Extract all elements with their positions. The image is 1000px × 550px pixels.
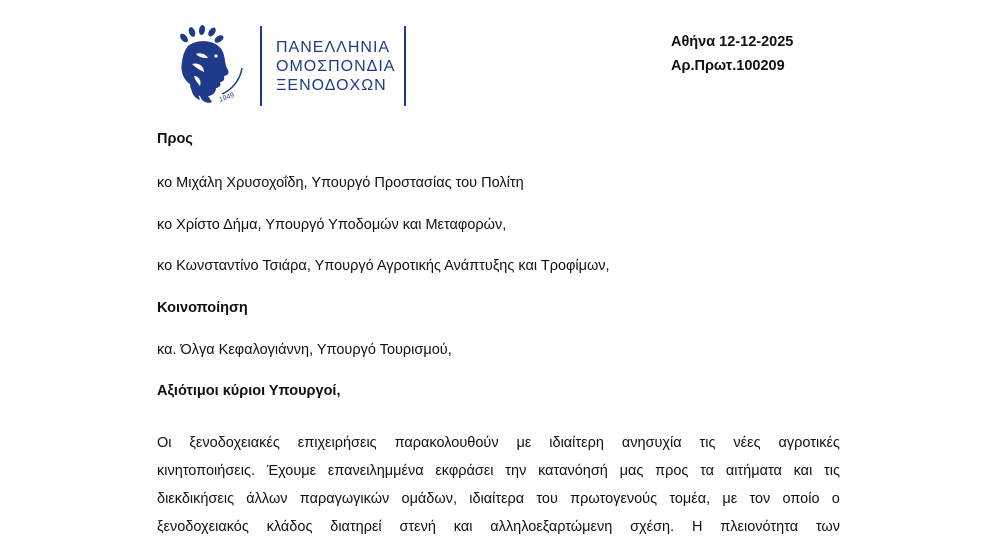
letter-date: Αθήνα 12-12-2025 — [671, 34, 794, 50]
logo-divider-right — [404, 26, 406, 106]
logo-wordmark — [276, 38, 395, 95]
paragraph-line: ξενοδοχειακός κλάδος διατηρεί στενή και αλληλοεξαρτώμενη σχέση. Η πλειονότητα των — [157, 519, 840, 535]
letter-meta — [671, 30, 793, 78]
paragraph-line: διεκδικήσεις άλλων παραγωγικών ομάδων, ιδιαίτερα του πρωτογενούς τομέα, με τον οποίο ο — [157, 491, 840, 507]
recipient-2: κο Χρίστο Δήμα, Υπουργό Υποδομών και Μεταφορών, — [157, 217, 507, 233]
paragraph-line: κινητοποιήσεις. Έχουμε επανειλημμένα εκφράσει την κατανόησή μας προς τα αιτήματα και τις — [157, 463, 840, 479]
cc-recipient-1: κα. Όλγα Κεφαλογιάννη, Υπουργό Τουρισμού, — [157, 342, 452, 358]
cc-heading: Κοινοποίηση — [157, 300, 248, 316]
letter-protocol: Αρ.Πρωτ.100209 — [671, 58, 785, 74]
recipient-3: κο Κωνσταντίνο Τσιάρα, Υπουργό Αγροτικής Ανάπτυξης και Τροφίμων, — [157, 258, 610, 274]
federation-logo-emblem — [170, 24, 252, 106]
salutation: Αξιότιμοι κύριοι Υπουργοί, — [157, 383, 341, 399]
logo-divider-left — [260, 26, 262, 106]
body-paragraph — [157, 429, 840, 541]
logo-line-2: ΟΜΟΣΠΟΝΔΙΑ — [276, 58, 396, 75]
logo-line-1: ΠΑΝΕΛΛΗΝΙΑ — [276, 39, 391, 56]
logo-line-3: ΞΕΝΟΔΟΧΩΝ — [276, 77, 387, 94]
recipient-1: κο Μιχάλη Χρυσοχοΐδη, Υπουργό Προστασίας του Πολίτη — [157, 175, 524, 191]
to-heading: Προς — [157, 131, 193, 147]
logo-year: 1949 — [218, 91, 236, 104]
paragraph-line: Οι ξενοδοχειακές επιχειρήσεις παρακολουθούν με ιδιαίτερη ανησυχία τις νέες αγροτικές — [157, 435, 840, 451]
